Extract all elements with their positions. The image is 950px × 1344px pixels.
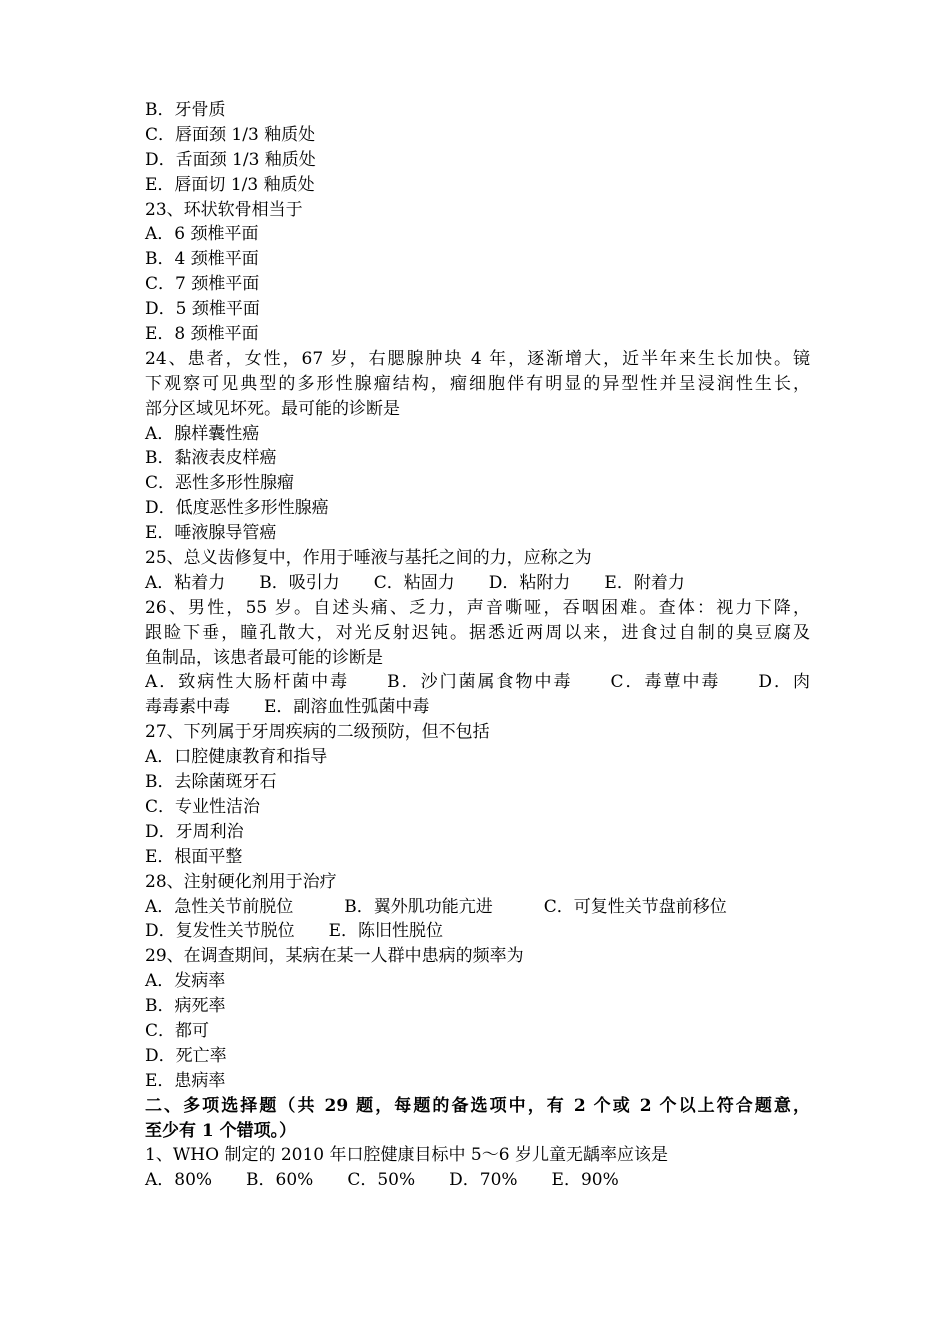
- question-26-line-1: 26、男性，55 岁。自述头痛、乏力，声音嘶哑，吞咽困难。查体：视力下降，: [145, 597, 810, 618]
- question-29: 29、在调查期间，某病在某一人群中患病的频率为: [145, 946, 524, 967]
- options-m1: A．80% B．60% C．50% D．70% E．90%: [145, 1170, 619, 1191]
- option-e-24: E．唾液腺导管癌: [145, 523, 277, 544]
- option-c-22: C．唇面颈 1/3 釉质处: [145, 124, 316, 145]
- question-m1: 1、WHO 制定的 2010 年口腔健康目标中 5～6 岁儿童无龋率应该是: [145, 1145, 668, 1166]
- option-c-27: C．专业性洁治: [145, 796, 261, 817]
- question-26-line-3: 鱼制品，该患者最可能的诊断是: [145, 647, 383, 668]
- option-d-29: D．死亡率: [145, 1045, 227, 1066]
- option-e-29: E．患病率: [145, 1070, 226, 1091]
- section-heading-line-2: 至少有 1 个错项。）: [145, 1120, 297, 1141]
- option-a-24: A．腺样囊性癌: [145, 423, 260, 444]
- options-28-line-1: A．急性关节前脱位 B．翼外肌功能亢进 C．可复性关节盘前移位: [145, 896, 727, 917]
- option-d-24: D．低度恶性多形性腺癌: [145, 498, 329, 519]
- question-24-line-1: 24、患者，女性，67 岁，右腮腺肿块 4 年，逐渐增大，近半年来生长加快。镜: [145, 348, 810, 369]
- option-c-23: C．7 颈椎平面: [145, 274, 260, 295]
- option-e-27: E．根面平整: [145, 846, 243, 867]
- option-a-29: A．发病率: [145, 971, 226, 992]
- question-28: 28、注射硬化剂用于治疗: [145, 871, 337, 892]
- option-b-23: B．4 颈椎平面: [145, 249, 259, 270]
- question-26-line-2: 跟睑下垂，瞳孔散大，对光反射迟钝。据悉近两周以来，进食过自制的臭豆腐及: [145, 622, 810, 643]
- options-25: A．粘着力 B．吸引力 C．粘固力 D．粘附力 E．附着力: [145, 572, 685, 593]
- option-b-27: B．去除菌斑牙石: [145, 772, 277, 793]
- section-heading-line-1: 二、多项选择题（共 29 题，每题的备选项中，有 2 个或 2 个以上符合题意，: [145, 1095, 810, 1116]
- option-c-24: C．恶性多形性腺瘤: [145, 473, 295, 494]
- options-26-line-2: 毒毒素中毒 E．副溶血性弧菌中毒: [145, 697, 430, 718]
- question-27: 27、下列属于牙周疾病的二级预防，但不包括: [145, 722, 490, 743]
- options-26-line-1: A．致病性大肠杆菌中毒 B．沙门菌属食物中毒 C．毒蕈中毒 D．肉: [145, 672, 810, 693]
- option-b-29: B．病死率: [145, 996, 226, 1017]
- option-d-27: D．牙周利治: [145, 821, 244, 842]
- option-b-22: B．牙骨质: [145, 100, 226, 120]
- option-d-23: D．5 颈椎平面: [145, 299, 260, 320]
- question-24-line-3: 部分区域见坏死。最可能的诊断是: [145, 398, 400, 419]
- option-c-29: C．都可: [145, 1020, 210, 1041]
- option-d-22: D．舌面颈 1/3 釉质处: [145, 149, 316, 170]
- option-a-27: A．口腔健康教育和指导: [145, 747, 328, 768]
- options-28-line-2: D．复发性关节脱位 E．陈旧性脱位: [145, 921, 444, 942]
- question-23: 23、环状软骨相当于: [145, 199, 303, 220]
- option-b-24: B．黏液表皮样癌: [145, 448, 277, 469]
- option-a-23: A．6 颈椎平面: [145, 224, 259, 245]
- option-e-22: E．唇面切 1/3 釉质处: [145, 174, 315, 195]
- question-24-line-2: 下观察可见典型的多形性腺瘤结构，瘤细胞伴有明显的异型性并呈浸润性生长，: [145, 373, 810, 394]
- option-e-23: E．8 颈椎平面: [145, 324, 259, 345]
- document-page: [145, 98, 810, 1193]
- question-25: 25、总义齿修复中，作用于唾液与基托之间的力，应称之为: [145, 548, 592, 569]
